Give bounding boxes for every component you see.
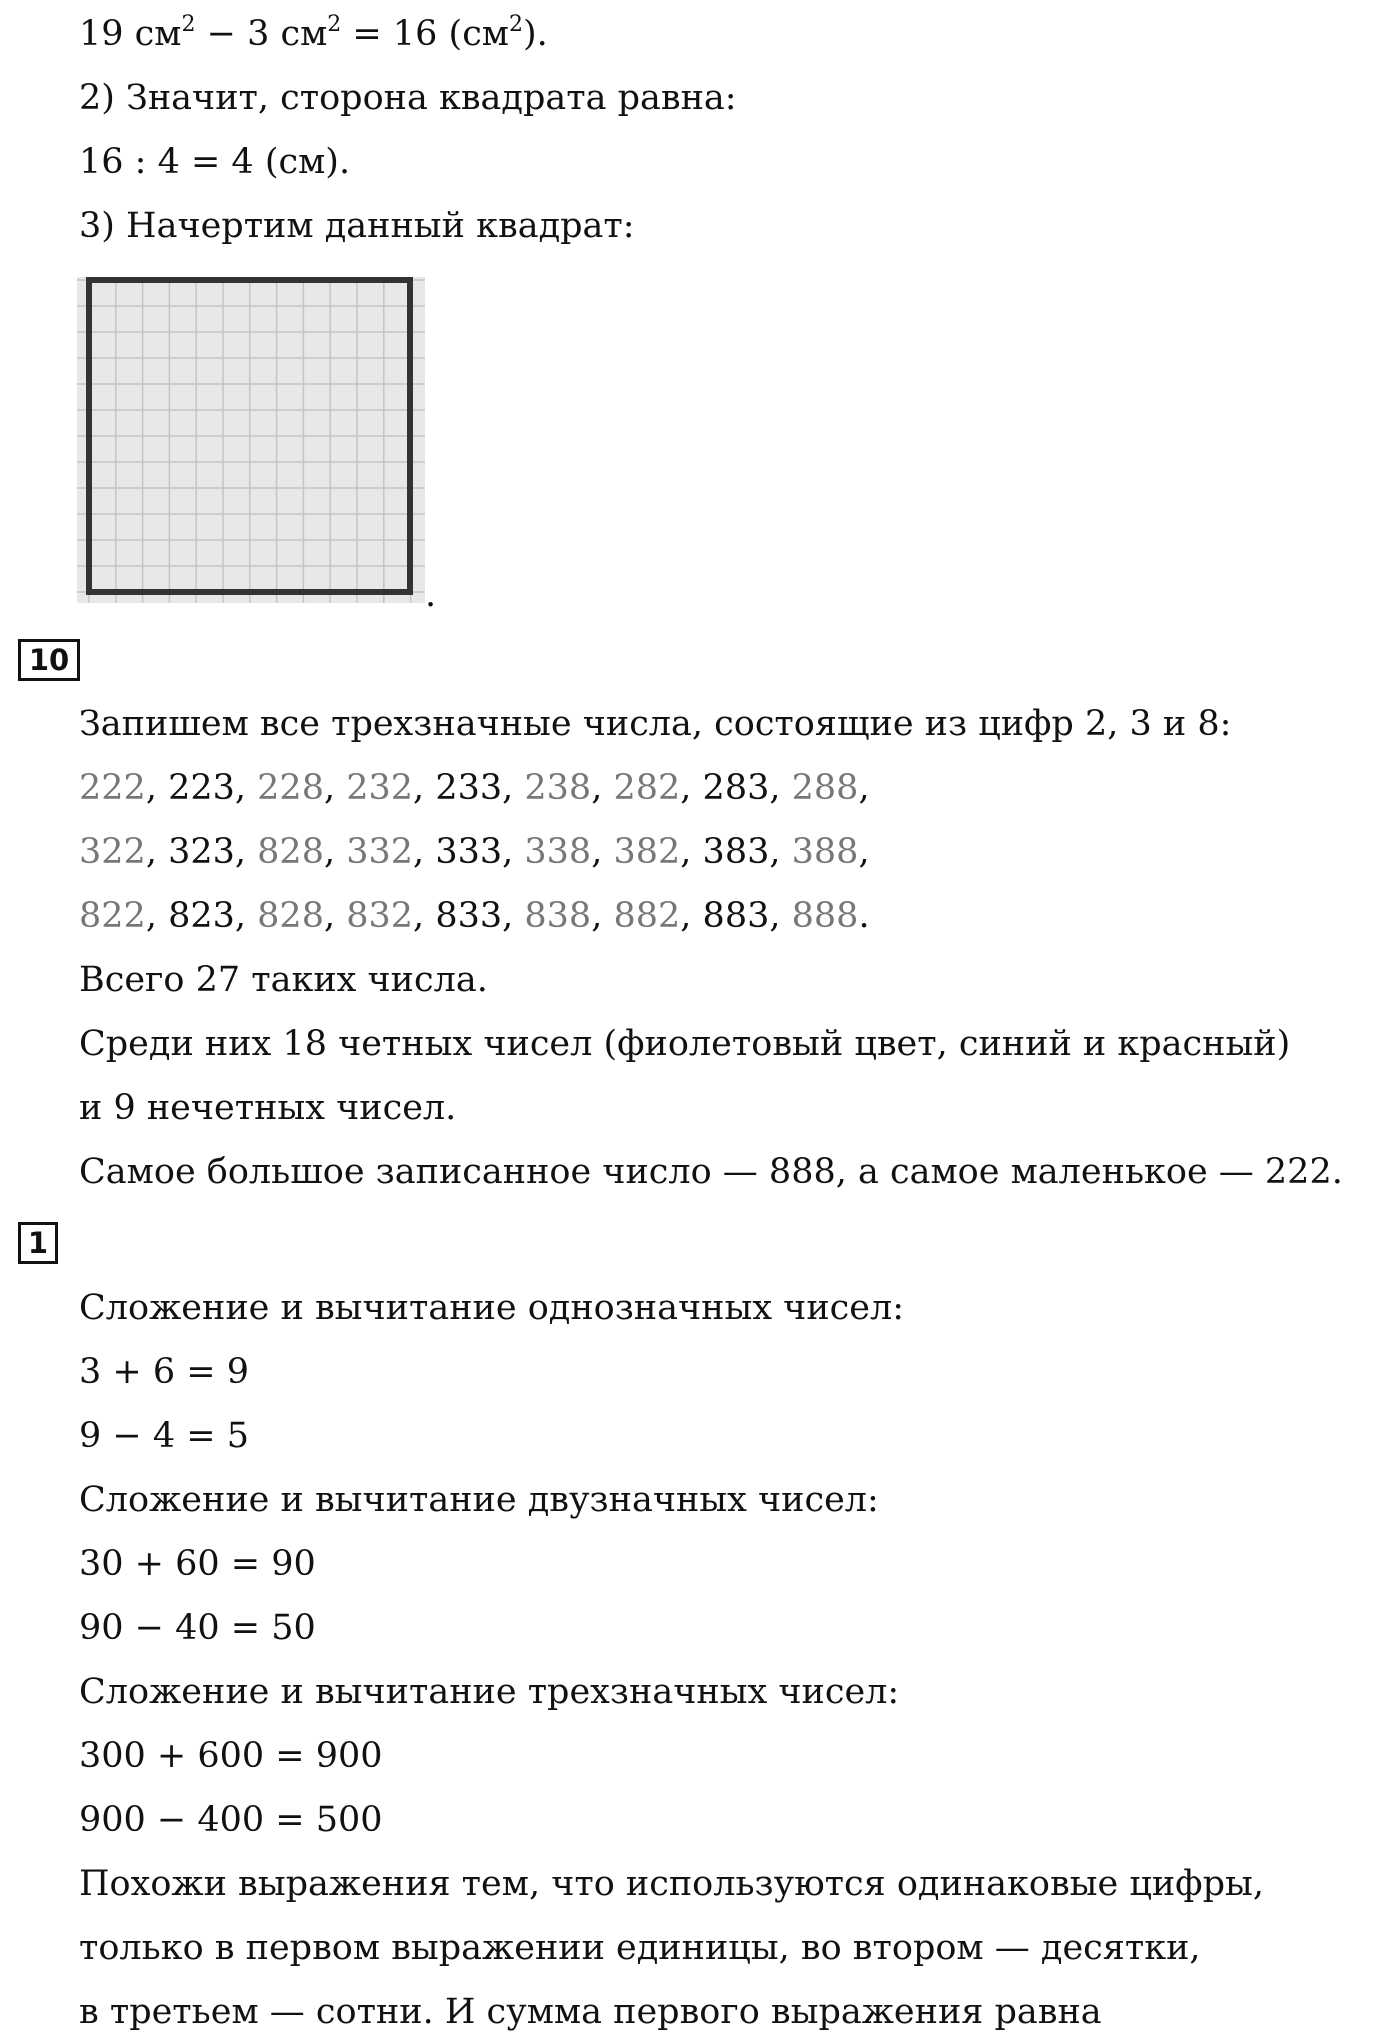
text-line: только в первом выражении единицы, во втором — десятки,: [79, 1928, 1201, 1968]
number-item: 382: [613, 832, 681, 872]
number-item: 832: [346, 896, 414, 936]
number-item: 283: [702, 768, 770, 808]
number-separator: ,: [769, 896, 792, 936]
text-line: Сложение и вычитание двузначных чисел:: [79, 1480, 879, 1520]
number-item: 888: [791, 896, 859, 936]
number-item: 288: [791, 768, 859, 808]
text-line: Сложение и вычитание однозначных чисел:: [79, 1288, 904, 1328]
odd-numbers-text: и 9 нечетных чисел.: [79, 1088, 457, 1128]
area-equation: 19 $см^2 - 3$ $см^2 = 16$ $(см^2)$.: [79, 12, 548, 54]
numbers-row: [79, 830, 870, 874]
step-2-calc: 16 : 4 = 4 (см).: [79, 142, 351, 182]
number-separator: ,: [591, 768, 614, 808]
number-item: 883: [702, 896, 770, 936]
number-item: 332: [346, 832, 414, 872]
number-separator: ,: [234, 832, 258, 872]
number-separator: ,: [502, 896, 525, 936]
number-item: 323: [168, 832, 235, 872]
drawing-end-dot: .: [425, 575, 437, 615]
number-item: 828: [257, 832, 324, 872]
number-item: 338: [524, 832, 592, 872]
equation-line: 30 + 60 = 90: [79, 1544, 316, 1584]
number-separator: ,: [502, 768, 525, 808]
task-number-badge: 1: [18, 1222, 58, 1264]
number-separator: ,: [323, 896, 347, 936]
number-item: 833: [435, 896, 503, 936]
equation-line: 300 + 600 = 900: [79, 1736, 383, 1776]
step-2-text: 2) Значит, сторона квадрата равна:: [79, 78, 737, 118]
numbers-row: [79, 766, 870, 810]
number-separator: ,: [769, 832, 792, 872]
number-separator: ,: [680, 768, 703, 808]
number-separator: ,: [591, 896, 614, 936]
number-item: 228: [257, 768, 324, 808]
number-separator: ,: [591, 832, 614, 872]
text-line: в третьем — сотни. И сумма первого выражения равна: [79, 1992, 1102, 2032]
grid-paper: [77, 277, 425, 603]
number-item: 282: [613, 768, 681, 808]
text-line: Сложение и вычитание трехзначных чисел:: [79, 1672, 900, 1712]
number-separator: ,: [323, 832, 347, 872]
number-separator: ,: [680, 896, 703, 936]
number-separator: ,: [323, 768, 347, 808]
number-separator: ,: [413, 832, 436, 872]
number-separator: ,: [858, 768, 870, 808]
number-item: 882: [613, 896, 681, 936]
number-separator: ,: [145, 768, 169, 808]
number-item: 222: [79, 768, 146, 808]
number-item: 822: [79, 896, 146, 936]
number-item: 333: [435, 832, 503, 872]
number-separator: ,: [413, 896, 436, 936]
square-drawing: [77, 277, 425, 603]
task-10-intro: Запишем все трехзначные числа, состоящие из цифр 2, 3 и 8:: [79, 704, 1232, 744]
number-item: 828: [257, 896, 324, 936]
number-item: 838: [524, 896, 592, 936]
numbers-row: [79, 894, 870, 938]
number-item: 823: [168, 896, 235, 936]
equation-line: 900 − 400 = 500: [79, 1800, 383, 1840]
text-line: Похожи выражения тем, что используются одинаковые цифры,: [79, 1864, 1264, 1904]
number-separator: ,: [145, 832, 169, 872]
number-separator: ,: [769, 768, 792, 808]
equation-line: 9 − 4 = 5: [79, 1416, 249, 1456]
number-item: 233: [435, 768, 503, 808]
total-count: Всего 27 таких числа.: [79, 960, 488, 1000]
extremes-text: Самое большое записанное число — 888, а самое маленькое — 222.: [79, 1152, 1343, 1192]
number-item: 238: [524, 768, 592, 808]
number-separator: ,: [858, 832, 870, 872]
number-separator: ,: [680, 832, 703, 872]
number-item: 322: [79, 832, 146, 872]
number-item: 232: [346, 768, 414, 808]
number-item: 383: [702, 832, 770, 872]
number-separator: ,: [502, 832, 525, 872]
number-separator: ,: [234, 896, 258, 936]
step-3-text: 3) Начертим данный квадрат:: [79, 206, 635, 246]
number-separator: ,: [234, 768, 258, 808]
equation-line: 90 − 40 = 50: [79, 1608, 316, 1648]
task-number-badge: 10: [18, 639, 80, 681]
number-item: 388: [791, 832, 859, 872]
equation-line: 3 + 6 = 9: [79, 1352, 249, 1392]
even-numbers-text: Среди них 18 четных чисел (фиолетовый цвет, синий и красный): [79, 1024, 1291, 1064]
number-item: 223: [168, 768, 235, 808]
number-separator: ,: [145, 896, 169, 936]
number-separator: ,: [413, 768, 436, 808]
number-separator: .: [858, 896, 870, 936]
